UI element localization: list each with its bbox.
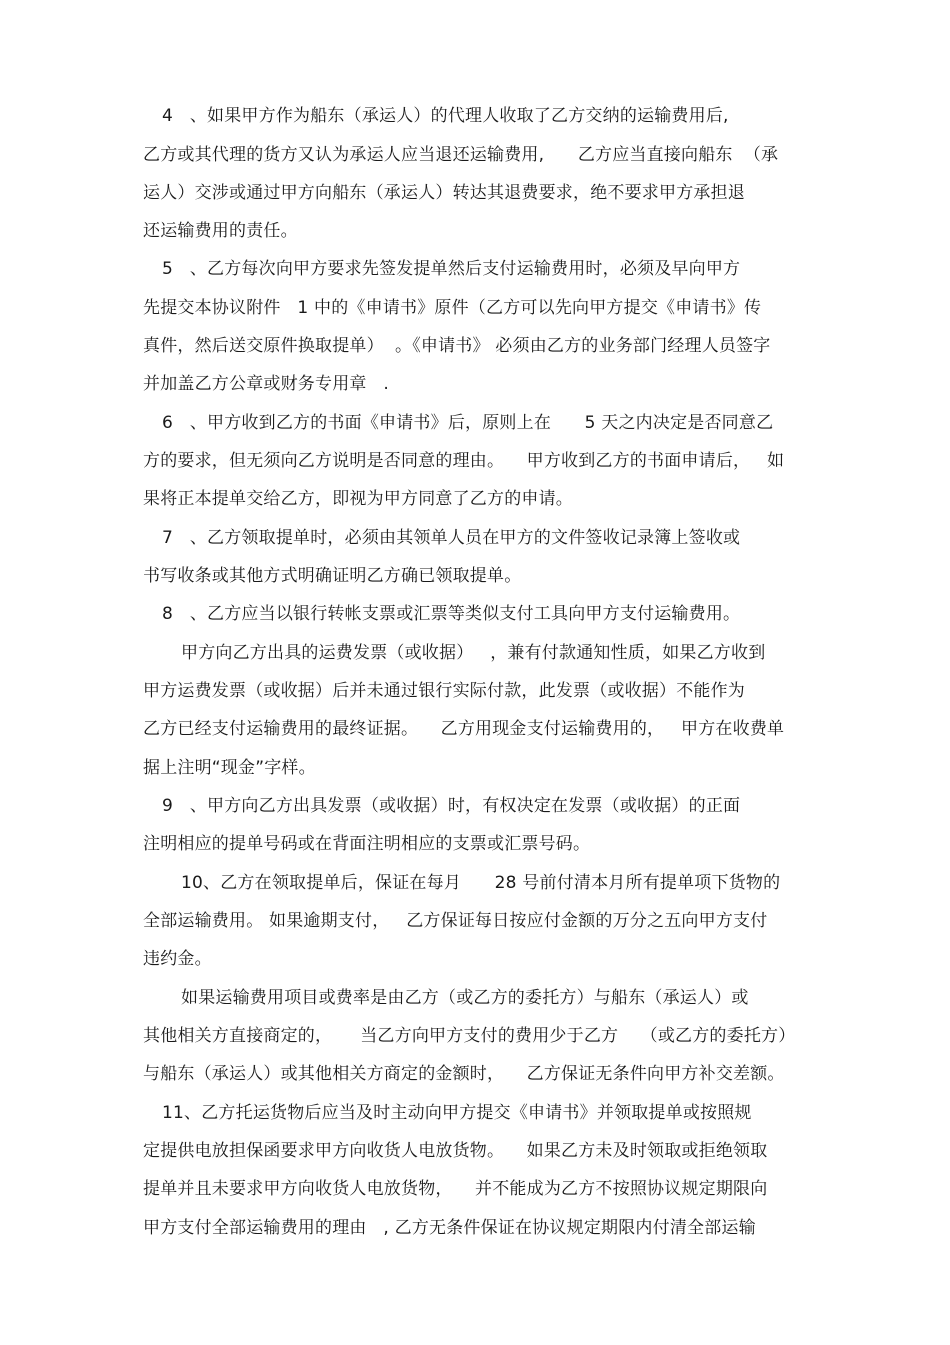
text-line: 10、乙方在领取提单后，保证在每月 28 号前付清本月所有提单项下货物的 <box>181 873 781 893</box>
text-line: 9 、甲方向乙方出具发票（或收据）时，有权决定在发票（或收据）的正面 <box>162 796 741 816</box>
text-line: 甲方支付全部运输费用的理由 , 乙方无条件保证在协议规定期限内付清全部运输 <box>143 1218 756 1238</box>
text-line: 真件，然后送交原件换取提单） 。《申请书》 必须由乙方的业务部门经理人员签字 <box>143 336 771 356</box>
text-line: 运人）交涉或通过甲方向船东（承运人）转达其退费要求，绝不要求甲方承担退 <box>143 183 745 203</box>
text-line: 注明相应的提单号码或在背面注明相应的支票或汇票号码。 <box>143 834 591 854</box>
text-line: 6 、甲方收到乙方的书面《申请书》后，原则上在 5 天之内决定是否同意乙 <box>162 413 774 433</box>
text-line: 定提供电放担保函要求甲方向收货人电放货物。 如果乙方未及时领取或拒绝领取 <box>143 1141 768 1161</box>
text-line: 甲方向乙方出具的运费发票（或收据） ，兼有付款通知性质，如果乙方收到 <box>181 643 766 663</box>
text-line: 果将正本提单交给乙方，即视为甲方同意了乙方的申请。 <box>143 489 573 509</box>
text-line: 乙方或其代理的货方又认为承运人应当退还运输费用, 乙方应当直接向船东 （承 <box>143 145 779 165</box>
text-line: 据上注明“现金”字样。 <box>143 758 316 778</box>
text-line: 违约金。 <box>143 949 212 969</box>
text-line: 方的要求，但无须向乙方说明是否同意的理由。 甲方收到乙方的书面申请后， 如 <box>143 451 785 471</box>
text-line: 还运输费用的责任。 <box>143 221 298 241</box>
text-line: 11、乙方托运货物后应当及时主动向甲方提交《申请书》并领取提单或按照规 <box>162 1103 752 1123</box>
text-line: 并加盖乙方公章或财务专用章 . <box>143 374 390 394</box>
text-line: 如果运输费用项目或费率是由乙方（或乙方的委托方）与船东（承运人）或 <box>181 988 749 1008</box>
text-line: 5 、乙方每次向甲方要求先签发提单然后支付运输费用时，必须及早向甲方 <box>162 259 741 279</box>
text-line: 8 、乙方应当以银行转帐支票或汇票等类似支付工具向甲方支付运输费用。 <box>162 604 741 624</box>
text-line: 4 、如果甲方作为船东（承运人）的代理人收取了乙方交纳的运输费用后, <box>162 106 729 126</box>
text-line: 提单并且未要求甲方向收货人电放货物， 并不能成为乙方不按照协议规定期限向 <box>143 1179 768 1199</box>
text-line: 乙方已经支付运输费用的最终证据。 乙方用现金支付运输费用的， 甲方在收费单 <box>143 719 785 739</box>
text-line: 书写收条或其他方式明确证明乙方确已领取提单。 <box>143 566 522 586</box>
text-line: 全部运输费用。 如果逾期支付， 乙方保证每日按应付金额的万分之五向甲方支付 <box>143 911 768 931</box>
text-line: 其他相关方直接商定的， 当乙方向甲方支付的费用少于乙方 （或乙方的委托方） <box>143 1026 796 1046</box>
text-line: 7 、乙方领取提单时，必须由其领单人员在甲方的文件签收记录簿上签收或 <box>162 528 741 548</box>
text-line: 甲方运费发票（或收据）后并未通过银行实际付款，此发票（或收据）不能作为 <box>143 681 745 701</box>
text-line: 先提交本协议附件 1 中的《申请书》原件（乙方可以先向甲方提交《申请书》传 <box>143 298 762 318</box>
text-line: 与船东（承运人）或其他相关方商定的金额时， 乙方保证无条件向甲方补交差额。 <box>143 1064 785 1084</box>
